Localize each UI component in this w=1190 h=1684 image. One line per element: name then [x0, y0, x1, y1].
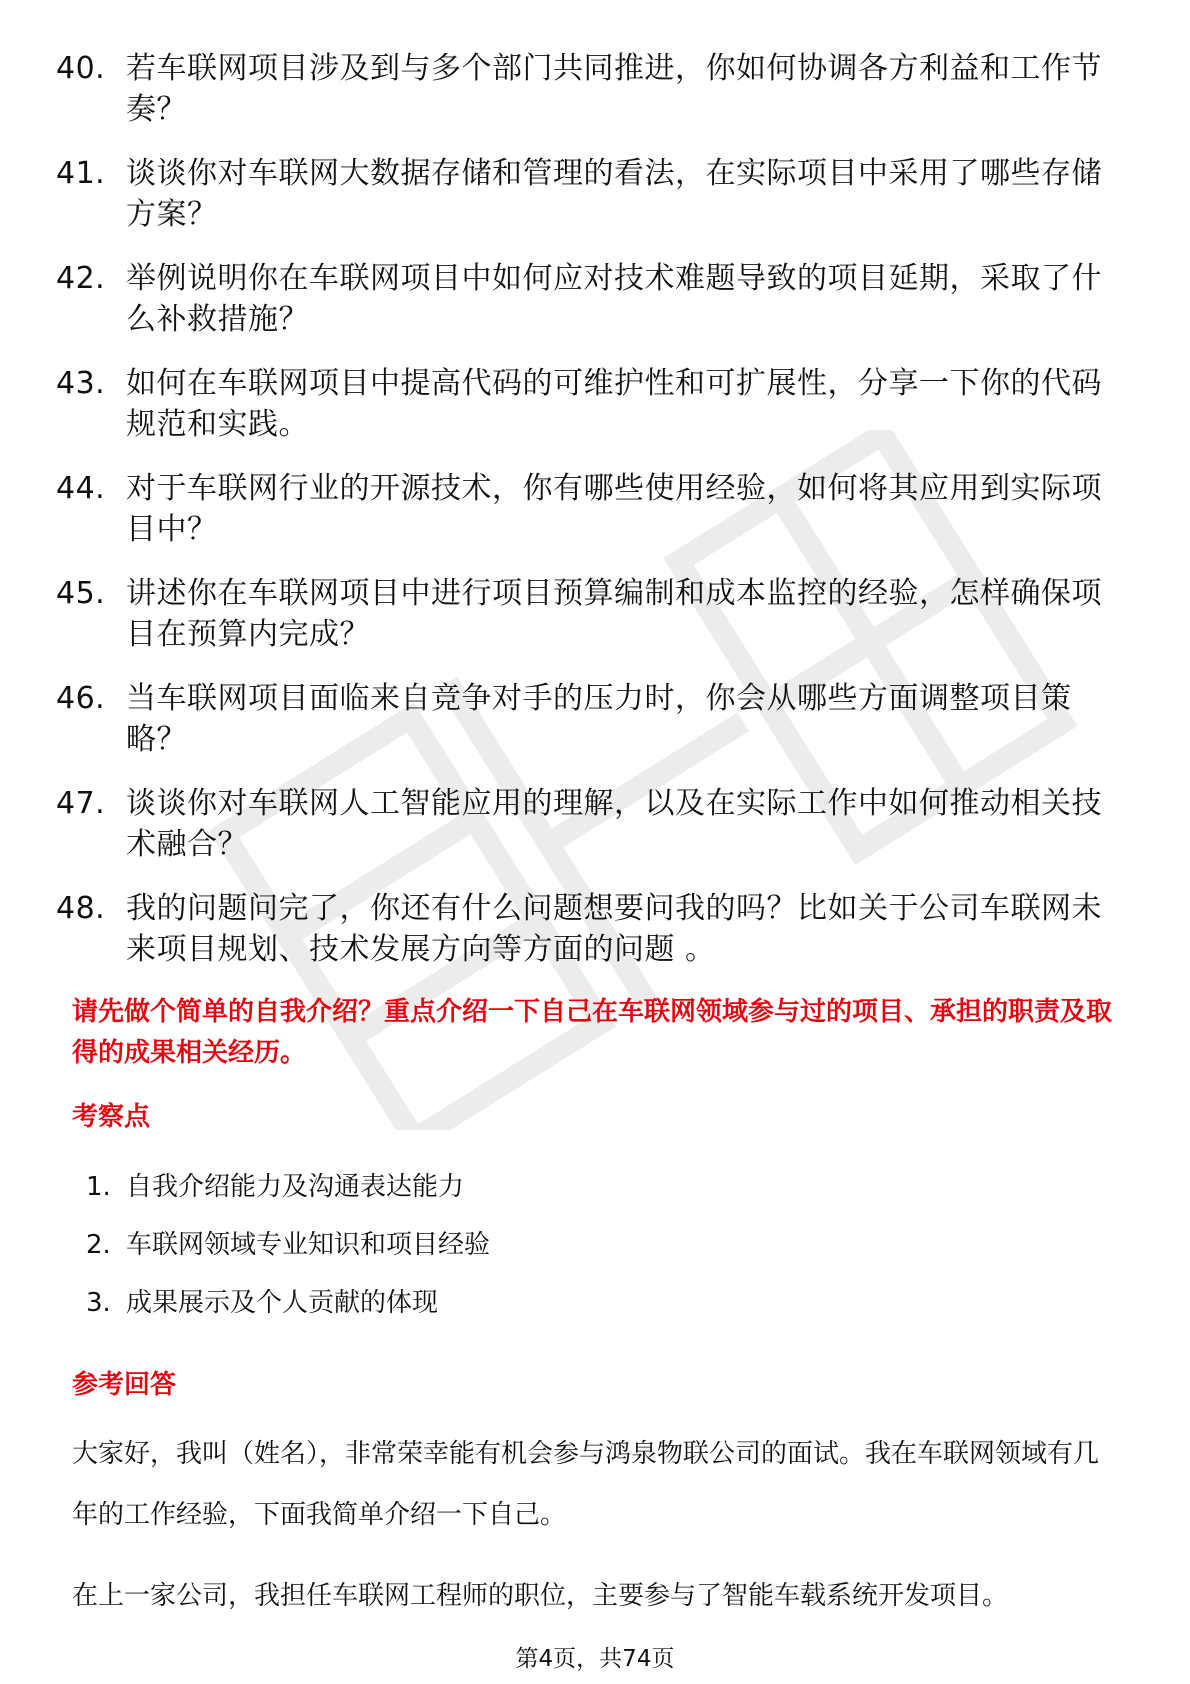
question-item — [0, 468, 1190, 550]
question-number: 41. — [56, 156, 106, 191]
point-text: 自我介绍能力及沟通表达能力 — [126, 1172, 465, 1202]
question-text: 当车联网项目面临来自竞争对手的压力时，你会从哪些方面调整项目策略？ — [126, 681, 1072, 757]
question-item — [0, 153, 1190, 235]
question-item — [0, 363, 1190, 445]
reference-answer-heading: 参考回答 — [72, 1370, 177, 1400]
featured-question: 请先做个简单的自我介绍？重点介绍一下自己在车联网领域参与过的项目、承担的职责及取得的成果相关经历。 — [72, 997, 1113, 1068]
question-number: 44. — [56, 471, 106, 506]
assessment-point-list — [0, 1158, 1190, 1332]
point-text: 成果展示及个人贡献的体现 — [126, 1288, 439, 1318]
question-item — [0, 783, 1190, 865]
question-item — [0, 573, 1190, 655]
page-footer: 第4页，共74页 — [515, 1646, 675, 1672]
answer-paragraph: 在上一家公司，我担任车联网工程师的职位，主要参与了智能车载系统开发项目。 — [72, 1581, 1009, 1611]
assessment-point — [0, 1158, 1190, 1216]
answer-paragraph: 大家好，我叫（姓名），非常荣幸能有机会参与鸿泉物联公司的面试。我在车联网领域有几年的工作经验，下面我简单介绍一下自己。 — [72, 1439, 1100, 1530]
question-text: 讲述你在车联网项目中进行项目预算编制和成本监控的经验，怎样确保项目在预算内完成？ — [126, 576, 1102, 652]
question-text: 若车联网项目涉及到与多个部门共同推进，你如何协调各方利益和工作节奏？ — [126, 51, 1102, 127]
question-text: 如何在车联网项目中提高代码的可维护性和可扩展性，分享一下你的代码规范和实践。 — [126, 366, 1102, 442]
question-text: 我的问题问完了，你还有什么问题想要问我的吗？比如关于公司车联网未来项目规划、技术发展方向等方面的问题 。 — [126, 891, 1102, 967]
assessment-point — [0, 1274, 1190, 1332]
question-item — [0, 48, 1190, 130]
question-text: 谈谈你对车联网大数据存储和管理的看法，在实际项目中采用了哪些存储方案？ — [126, 156, 1102, 232]
question-number: 47. — [56, 786, 106, 821]
question-number: 48. — [56, 891, 106, 926]
question-item — [0, 678, 1190, 760]
question-number: 40. — [56, 51, 106, 86]
question-list — [0, 48, 1190, 993]
question-number: 43. — [56, 366, 106, 401]
question-number: 46. — [56, 681, 106, 716]
question-text: 对于车联网行业的开源技术，你有哪些使用经验，如何将其应用到实际项目中？ — [126, 471, 1102, 547]
question-text: 举例说明你在车联网项目中如何应对技术难题导致的项目延期，采取了什么补救措施？ — [126, 261, 1102, 337]
point-number: 1. — [86, 1172, 111, 1202]
question-number: 45. — [56, 576, 106, 611]
question-number: 42. — [56, 261, 106, 296]
question-item — [0, 888, 1190, 970]
point-number: 3. — [86, 1288, 111, 1318]
question-text: 谈谈你对车联网人工智能应用的理解，以及在实际工作中如何推动相关技术融合？ — [126, 786, 1102, 862]
question-item — [0, 258, 1190, 340]
assessment-point — [0, 1216, 1190, 1274]
assessment-heading: 考察点 — [72, 1102, 151, 1132]
point-number: 2. — [86, 1230, 111, 1260]
point-text: 车联网领域专业知识和项目经验 — [126, 1230, 491, 1260]
